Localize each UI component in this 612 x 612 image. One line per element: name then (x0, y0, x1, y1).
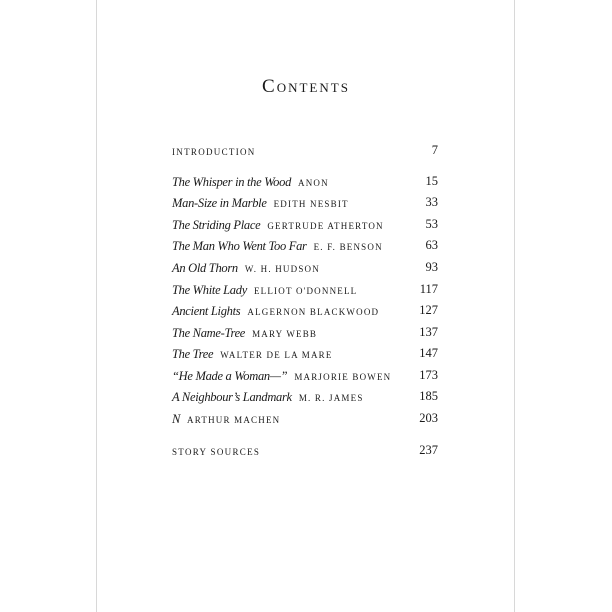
story-author: MARY WEBB (252, 329, 318, 339)
story-sources-page: 237 (419, 443, 438, 457)
story-title: The White Lady (172, 283, 247, 297)
story-page: 15 (425, 174, 438, 188)
story-page: 63 (425, 238, 438, 252)
story-title: The Name-Tree (172, 326, 246, 340)
story-page: 173 (419, 368, 438, 382)
story-page: 137 (419, 325, 438, 339)
story-title: An Old Thorn (172, 261, 238, 275)
toc-row (172, 173, 438, 189)
story-author: M. R. JAMES (298, 393, 364, 403)
toc-row (172, 410, 438, 426)
toc-row (172, 324, 438, 340)
story-author: E. F. BENSON (313, 242, 383, 252)
introduction-label: INTRODUCTION (172, 147, 256, 157)
story-author: ANON (298, 178, 329, 188)
story-title: Man-Size in Marble (172, 196, 267, 210)
toc-row (172, 194, 438, 210)
introduction-page: 7 (431, 143, 438, 157)
toc-row (172, 216, 438, 232)
story-page: 93 (425, 260, 438, 274)
story-title: N (172, 412, 181, 426)
story-title: Ancient Lights (172, 304, 241, 318)
story-title: “He Made a Woman—” (172, 369, 288, 383)
toc-row (172, 302, 438, 318)
story-author: ELLIOT O'DONNELL (253, 286, 358, 296)
toc-row (172, 388, 438, 404)
story-title: The Striding Place (172, 218, 261, 232)
toc-row (172, 345, 438, 361)
story-title: The Whisper in the Wood (172, 175, 292, 189)
story-page: 203 (419, 411, 438, 425)
toc-row (172, 367, 438, 383)
toc-row (172, 281, 438, 297)
story-page: 117 (419, 282, 438, 296)
story-author: ARTHUR MACHEN (187, 415, 281, 425)
story-author: W. H. HUDSON (244, 264, 320, 274)
story-page: 147 (419, 346, 438, 360)
story-author: WALTER DE LA MARE (220, 350, 333, 360)
story-author: ALGERNON BLACKWOOD (247, 307, 380, 317)
story-author: EDITH NESBIT (273, 199, 349, 209)
toc-row (172, 237, 438, 253)
story-sources-label: STORY SOURCES (172, 447, 261, 457)
toc-row-introduction (172, 142, 438, 158)
story-page: 53 (425, 217, 438, 231)
toc-row (172, 259, 438, 275)
page-title: Contents (262, 76, 350, 97)
story-title: The Tree (172, 347, 214, 361)
story-page: 127 (419, 303, 438, 317)
story-author: GERTRUDE ATHERTON (267, 221, 384, 231)
story-page: 185 (419, 389, 438, 403)
toc-row-story-sources (172, 442, 438, 458)
story-title: The Man Who Went Too Far (172, 239, 307, 253)
story-page: 33 (425, 195, 438, 209)
story-title: A Neighbour’s Landmark (172, 390, 292, 404)
story-author: MARJORIE BOWEN (294, 372, 392, 382)
